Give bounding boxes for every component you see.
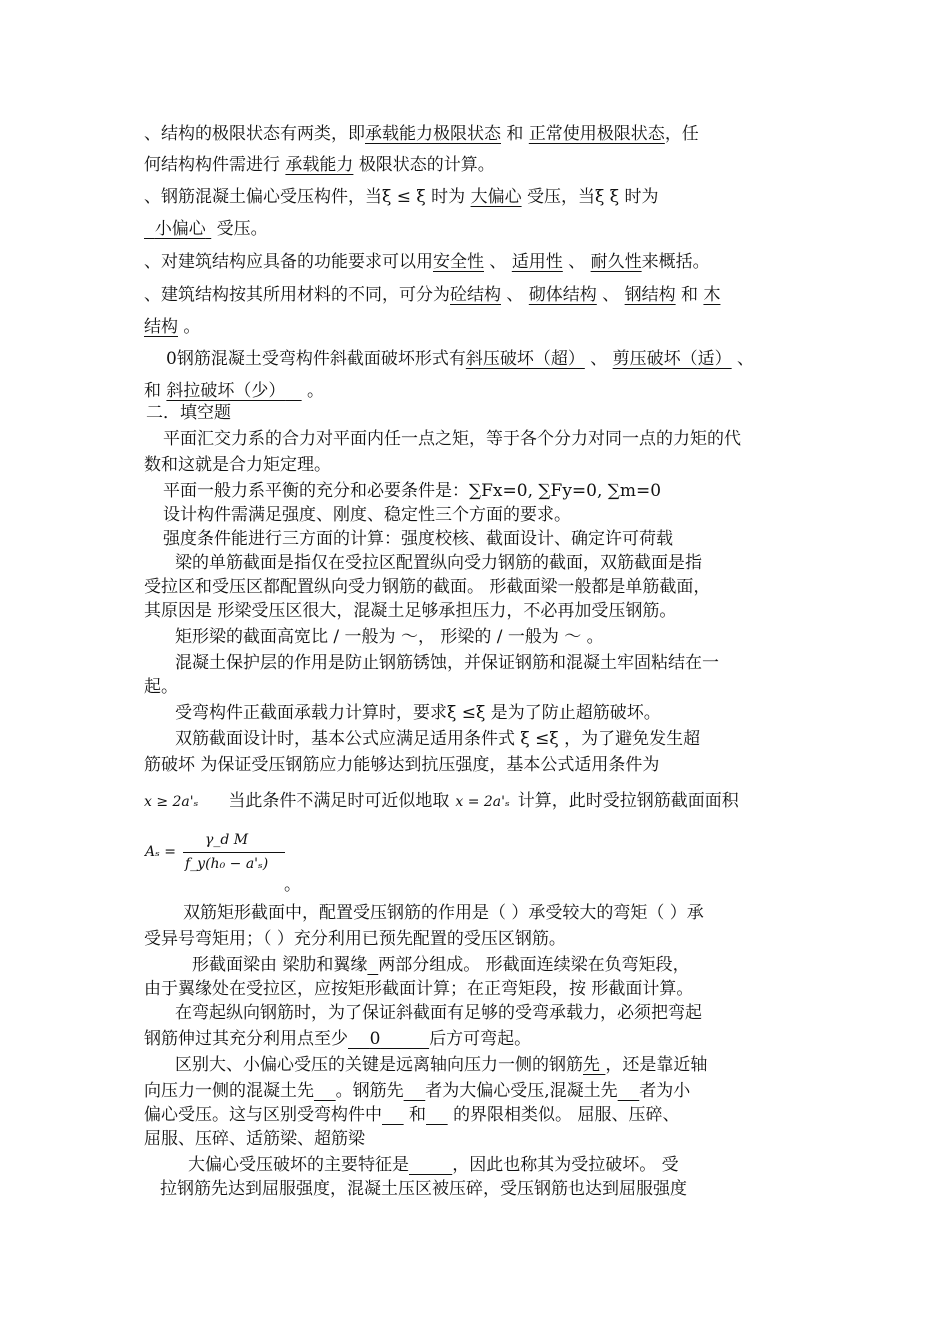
condition-formula: x ≥ 2a'ₛ [144,794,199,810]
answer-blank: 剪压破坏（适） [612,349,732,369]
q5-line2: 受拉区和受压区都配置纵向受力钢筋的截面。 形截面梁一般都是单筋截面， [144,577,711,597]
q13-line2: 向压力一侧的混凝土先 。钢筋先 者为大偏心受压,混凝土先 者为小 [144,1081,691,1101]
q11-line1: 形截面梁由 梁肋和翼缘 两部分组成。 形截面连续梁在负弯矩段， [192,955,690,975]
q14-line1: 大偏心受压破坏的主要特征是 ，因此也称其为受拉破坏。 受 [188,1155,679,1175]
answer-blank: 砼结构 [450,285,501,305]
answer-blank [618,1081,640,1101]
q7-line2: 起。 [144,677,178,697]
answer-blank: 承载能力极限状态 [365,124,501,144]
q13-line3: 偏心受压。这与区别受弯构件中 和 的界限相类似。 屈服、压碎、 [144,1105,680,1125]
answer-blank [426,1105,448,1125]
answer-blank: 砌体结构 [528,285,597,305]
q9-line3: x ≥ 2a'ₛ 当此条件不满足时可近似地取 x = 2a'ₛ 计算，此时受拉钢筋截面面积 [144,791,739,811]
q12-line1: 在弯起纵向钢筋时，为了保证斜截面有足够的受弯承载力，必须把弯起 [175,1003,702,1023]
q9-line5: 。 [284,875,301,895]
answer-blank [367,955,378,975]
answer-blank: 小偏心 [154,219,206,239]
answer-blank: 结构 [144,317,178,337]
q14-line2: 拉钢筋先达到屈服强度，混凝土压区被压碎，受压钢筋也达到屈服强度 [160,1179,687,1199]
q1-line1: 平面汇交力系的合力对平面内任一点之矩，等于各个分力对同一点的力矩的代 [163,429,741,449]
s5-line2: 和 斜拉破坏（少） 。 [144,381,325,401]
answer-blank: 承载能力 [285,155,354,175]
answer-blank [404,1081,426,1101]
q13-line4: 屈服、压碎、适筋梁、超筋梁 [144,1129,365,1149]
q8-line: 受弯构件正截面承载力计算时，要求ξ ≤ξ 是为了防止超筋破坏。 [175,703,661,723]
q1-line2: 数和这就是合力矩定理。 [144,455,331,475]
s1-line2: 何结构构件需进行 承载能力 极限状态的计算。 [144,155,495,175]
q13-line1: 区别大、小偏心受压的关键是远离轴向压力一侧的钢筋先 ，还是靠近轴 [175,1055,708,1075]
q12-line2: 钢筋伸过其充分利用点至少 0 后方可弯起。 [144,1029,532,1049]
s3-line: 、对建筑结构应具备的功能要求可以用安全性 、 适用性 、 耐久性来概括。 [144,252,710,272]
q9-line1: 双筋截面设计时，基本公式应满足适用条件式 ξ ≤ξ ，为了避免发生超 [175,729,701,749]
answer-blank: 正常使用极限状态 [528,124,665,144]
answer-blank: 斜拉破坏（少） [166,381,286,401]
q10-line1: 双筋矩形截面中，配置受压钢筋的作用是（ ）承受较大的弯矩（ ）承 [183,903,704,923]
s2-line1: 、钢筋混凝土偏心受压构件，当ξ ≤ ξ 时为 大偏心 受压，当ξ ξ 时为 [144,187,659,207]
s2-line2: 小偏心 受压。 [144,218,268,240]
q9-line2: 筋破坏 为保证受压钢筋应力能够达到抗压强度，基本公式适用条件为 [144,755,660,775]
approx-formula: x = 2a'ₛ [455,794,510,810]
s1-line1: 、结构的极限状态有两类，即承载能力极限状态 和 正常使用极限状态，任 [144,124,699,144]
q5-line1: 梁的单筋截面是指仅在受拉区配置纵向受力钢筋的截面，双筋截面是指 [175,553,702,573]
q11-line2: 由于翼缘处在受拉区，应按矩形截面计算；在正弯矩段，按 形截面计算。 [144,979,694,999]
answer-blank: 木 [703,285,721,305]
answer-blank: 适用性 [511,252,563,272]
answer-blank: 先 [583,1055,600,1075]
q3-line: 设计构件需满足强度、刚度、稳定性三个方面的要求。 [163,505,571,525]
fraction-bar [183,852,285,853]
section-heading: 二．填空题 [146,403,231,423]
answer-blank: 大偏心 [470,187,522,207]
answer-blank: 0 [369,1029,381,1049]
q7-line1: 混凝土保护层的作用是防止钢筋锈蚀，并保证钢筋和混凝土牢固粘结在一 [175,653,719,673]
s5-line1: 0钢筋混凝土受弯构件斜截面破坏形式有斜压破坏（超） 、 剪压破坏（适） 、 [166,349,755,369]
s4-line1: 、建筑结构按其所用材料的不同，可分为砼结构 、 砌体结构 、 钢结构 和 木 [144,285,721,305]
answer-blank: 斜压破坏（超） [465,349,585,369]
answer-blank: 安全性 [433,252,484,272]
q4-line: 强度条件能进行三方面的计算：强度校核、截面设计、确定许可荷载 [163,529,673,549]
q10-line2: 受异号弯矩用；（ ）充分利用已预先配置的受压区钢筋。 [144,929,566,949]
answer-blank: 耐久性 [590,252,642,272]
answer-blank [382,1105,404,1125]
answer-blank [314,1081,336,1101]
answer-blank: 钢结构 [624,285,676,305]
q6-line: 矩形梁的截面高宽比 / 一般为 ～， 形梁的 / 一般为 ～ 。 [175,627,604,647]
q2-line: 平面一般力系平衡的充分和必要条件是：∑Fx=0, ∑Fy=0, ∑m=0 [163,481,662,501]
s4-line2: 结构 。 [144,317,201,337]
area-formula: Aₛ = γ_d M f_y(h₀ − a'ₛ) [145,832,285,882]
answer-blank [409,1155,452,1175]
q5-line3: 其原因是 形梁受压区很大，混凝土足够承担压力，不必再加受压钢筋。 [144,601,677,621]
